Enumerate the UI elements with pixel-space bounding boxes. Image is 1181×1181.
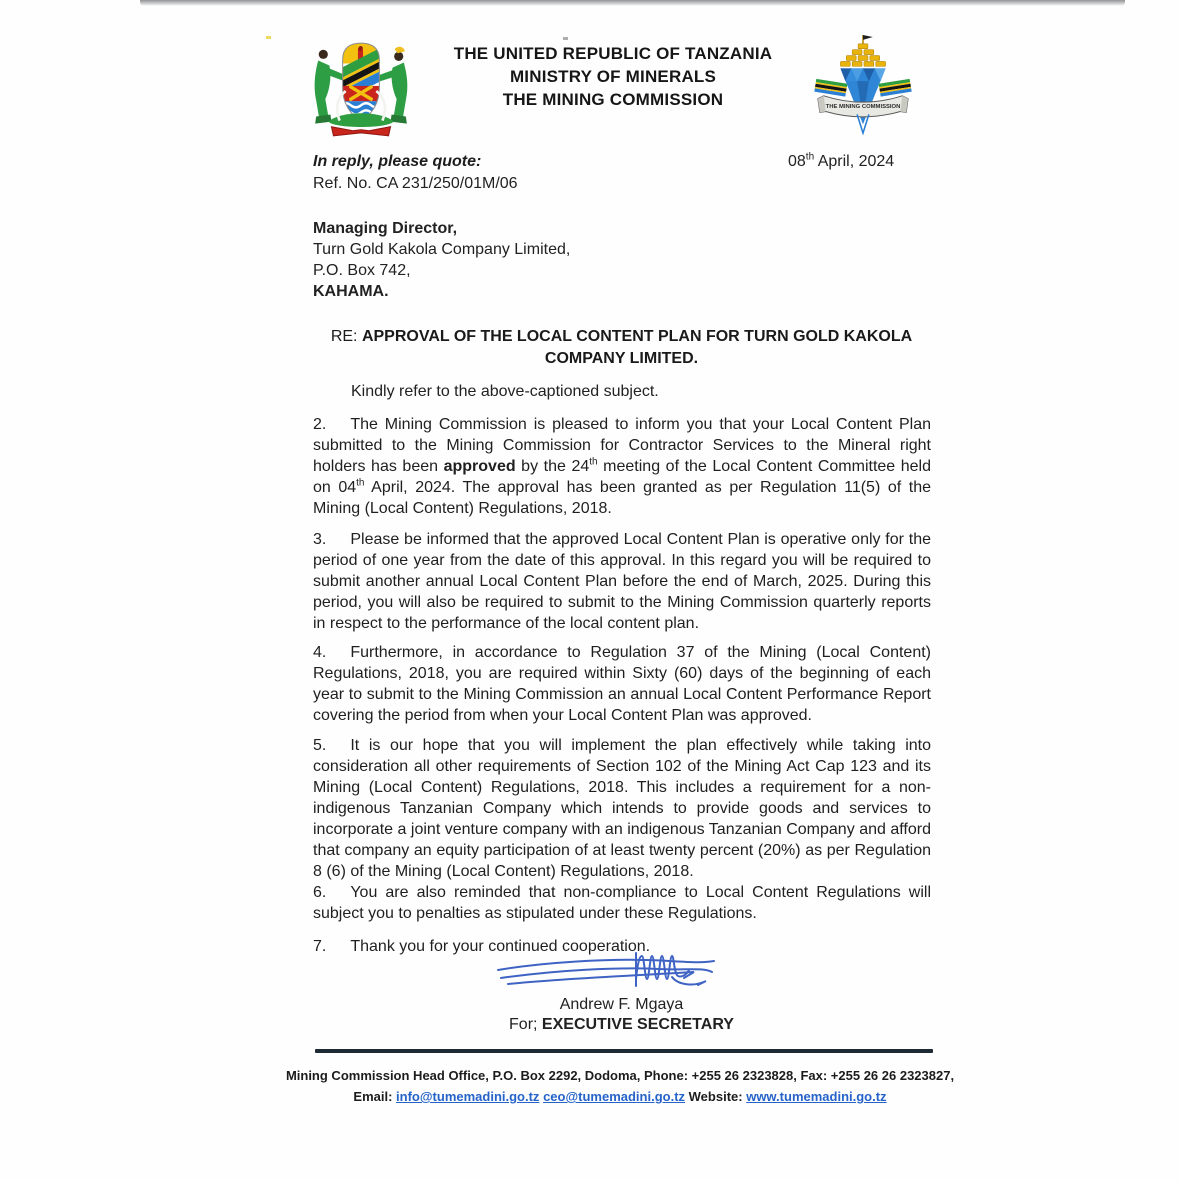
paragraph-text: Furthermore, in accordance to Regulation 37 of the Mining (Local Content) Regulations, 2018, you are required within Sixty (60) days of the beginning of each year to submit to the Mining Commission an annual Local Content Performance Report covering the period from when your Local Content Plan was approved. xyxy=(313,644,931,724)
mining-commission-logo-icon xyxy=(813,34,913,136)
paragraph-number: 4. xyxy=(313,644,327,661)
logo-right-ribbon xyxy=(879,79,912,97)
paragraph-number: 6. xyxy=(313,884,327,901)
paragraph-2 xyxy=(313,414,931,519)
letterhead-country-line: THE UNITED REPUBLIC OF TANZANIA xyxy=(453,44,773,63)
paragraph-number: 2. xyxy=(313,416,327,433)
executive-secretary-title: EXECUTIVE SECRETARY xyxy=(541,1016,734,1033)
ordinal-sup: th xyxy=(356,477,365,489)
paragraph-text: The Mining Commission is pleased to inform you that your Local Content Plan submitted to the Mining Commission for Contractor Services to the Mineral right holders has been xyxy=(313,416,931,475)
paragraph-3 xyxy=(313,529,931,634)
letter-date xyxy=(788,153,894,171)
recipient-company: Turn Gold Kakola Company Limited, xyxy=(313,241,571,258)
salutation-line: Kindly refer to the above-captioned subject. xyxy=(351,383,659,400)
paragraph-number: 7. xyxy=(313,938,327,955)
recipient-pobox: P.O. Box 742, xyxy=(313,262,411,279)
paragraph-text: April, 2024. The approval has been granted as per Regulation 11(5) of the Mining (Local Content) Regulations, 2018. xyxy=(313,479,931,517)
website-link[interactable]: www.tumemadini.go.tz xyxy=(746,1089,887,1104)
logo-left-ribbon xyxy=(814,79,847,97)
reference-number: Ref. No. CA 231/250/01M/06 xyxy=(313,175,518,192)
recipient-address xyxy=(313,218,570,302)
paragraph-text: Thank you for your continued cooperation. xyxy=(350,938,651,955)
recipient-title: Managing Director, xyxy=(313,220,458,237)
coat-motto-ribbon xyxy=(331,127,390,136)
paragraph-number: 5. xyxy=(313,737,327,754)
letterhead-ministry-line: MINISTRY OF MINERALS xyxy=(509,67,717,86)
reply-quote-label: In reply, please quote: xyxy=(313,153,482,170)
handwritten-signature xyxy=(496,950,722,996)
paragraph-text: by the 24 xyxy=(515,458,590,475)
scan-speck xyxy=(266,36,271,39)
email-link-info[interactable]: info@tumemadini.go.tz xyxy=(396,1089,540,1104)
signatory-name: Andrew F. Mgaya xyxy=(559,996,684,1013)
paragraph-4 xyxy=(313,642,931,726)
paragraph-number: 3. xyxy=(313,531,327,548)
website-label: Website: xyxy=(685,1089,747,1104)
logo-banner-text: THE MINING COMMISSION xyxy=(825,104,901,111)
paragraph-5 xyxy=(313,735,931,882)
paragraph-text: You are also reminded that non-compliance to Local Content Regulations will subject you to penalties as stipulated under these Regulations. xyxy=(313,884,931,922)
approved-emphasis: approved xyxy=(443,458,516,475)
email-label: Email: xyxy=(353,1089,397,1104)
date-rest: April, 2024 xyxy=(814,153,895,170)
ordinal-sup: th xyxy=(589,456,598,468)
footer-address-line: Mining Commission Head Office, P.O. Box 2292, Dodoma, Phone: +255 26 2323828, Fax: +255 26 26 2323827, xyxy=(285,1068,955,1083)
subject-line xyxy=(313,326,930,370)
paragraph-text: Please be informed that the approved Local Content Plan is operative only for the period of one year from the date of this approval. In this regard you will be required to submit another annual Local Content Plan before the end of March, 2025. During this period, you will also be required to submit to the Mining Commission quarterly reports in respect to the performance of the local content plan. xyxy=(313,531,931,632)
for-prefix: For; xyxy=(509,1016,542,1033)
paragraph-text: meeting of the Local Content Committee held on 04 xyxy=(313,458,932,496)
signatory-title xyxy=(313,1016,930,1034)
footer-contact-line xyxy=(260,1089,980,1104)
subject-prefix: RE: xyxy=(330,328,358,345)
date-day: 08 xyxy=(788,153,806,170)
scan-edge-artifact xyxy=(140,0,1125,6)
letterhead-commission-line: THE MINING COMMISSION xyxy=(502,90,724,109)
date-ordinal: th xyxy=(805,151,815,163)
logo-gold-bars xyxy=(840,35,885,66)
scan-speck xyxy=(563,37,568,40)
recipient-city: KAHAMA. xyxy=(313,283,389,300)
footer-separator-rule xyxy=(315,1049,933,1053)
email-link-ceo[interactable]: ceo@tumemadini.go.tz xyxy=(543,1089,686,1104)
paragraph-text: It is our hope that you will implement the plan effectively while taking into consideration all other requirements of Section 102 of the Mining Act Cap 123 and its Mining (Local Content) Regulations, 2018. This includes a requirement for a non-indigenous Tanzanian Company which intends to provide goods and services to incorporate a joint venture company with an indigenous Tanzanian Company and afford that company an equity participation of at least twenty percent (20%) as per Regulation 8 (6) of the Mining (Local Content) Regulations, 2018. xyxy=(313,737,931,880)
subject-text: APPROVAL OF THE LOCAL CONTENT PLAN FOR TURN GOLD KAKOLA COMPANY LIMITED. xyxy=(361,328,913,367)
paragraph-6 xyxy=(313,882,931,924)
